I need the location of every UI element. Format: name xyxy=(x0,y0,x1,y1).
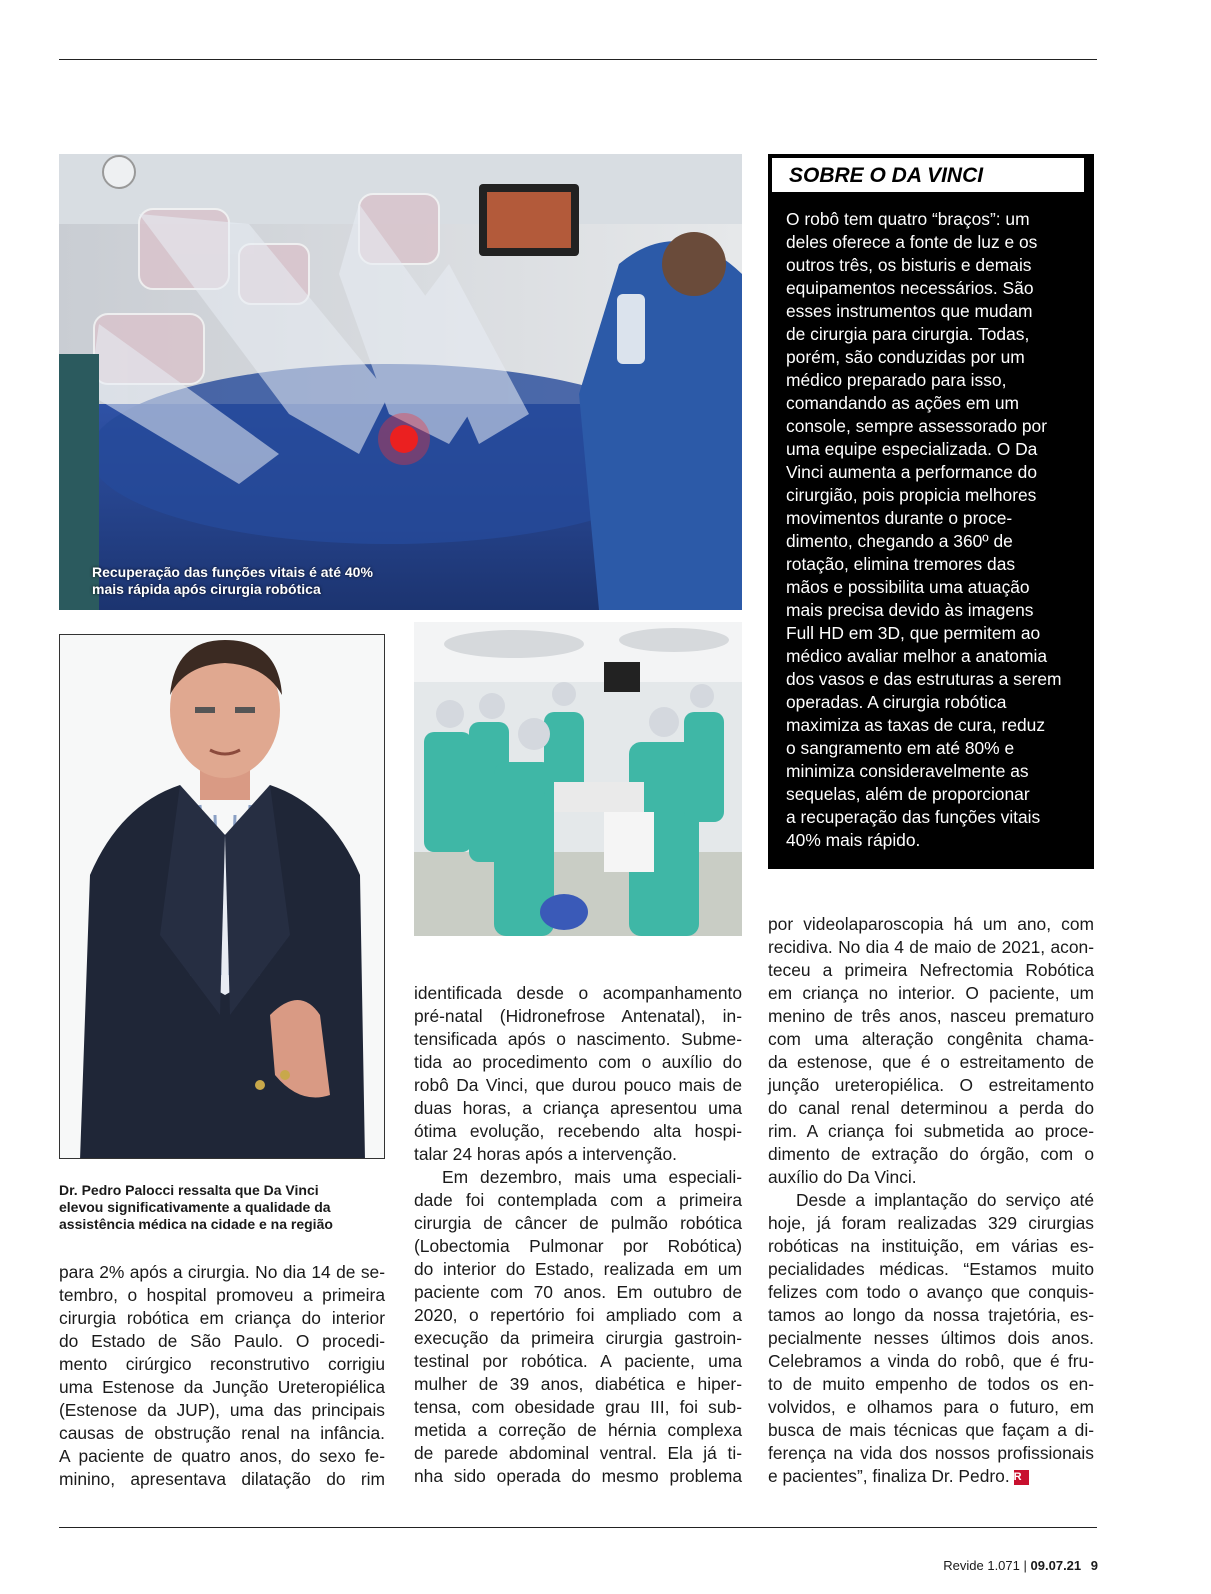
caption-line: Recuperação das funções vitais é até 40% xyxy=(92,564,373,580)
text-line: uma Estenose da Junção Ureteropiélica xyxy=(59,1377,385,1397)
text-line: testinal por robótica. A paciente, uma xyxy=(414,1351,742,1371)
text-line: teceu a primeira Nefrectomia Robótica xyxy=(768,960,1094,980)
text-line: tensificada após o nascimento. Subme- xyxy=(414,1029,742,1049)
text-line: do interior do Estado, realizada em um xyxy=(414,1259,742,1279)
text-line: hoje, já foram realizadas 329 cirurgias xyxy=(768,1213,1094,1233)
sidebar-title: SOBRE O DA VINCI xyxy=(770,156,1086,194)
text-line: to de muito empenho de todos os en- xyxy=(768,1374,1094,1394)
sidebar-box xyxy=(768,154,1094,869)
text-line: mento cirúrgico reconstrutivo corrigiu xyxy=(59,1354,385,1374)
text-line: execução da primeira cirurgia gastroin- xyxy=(414,1328,742,1348)
caption-line: Dr. Pedro Palocci ressalta que Da Vinci xyxy=(59,1182,319,1198)
article-column-1 xyxy=(59,1261,385,1491)
sidebar-line: console, sempre assessorado por xyxy=(786,416,1047,436)
text-line: cirurgia de câncer de pulmão robótica xyxy=(414,1213,742,1233)
sidebar-line: mais precisa devido às imagens xyxy=(786,600,1034,620)
robotic-surgery-photo xyxy=(59,154,742,610)
text-line: e pacientes”, finaliza Dr. Pedro. xyxy=(768,1466,1010,1486)
text-line: tida ao procedimento com o auxílio do xyxy=(414,1052,742,1072)
sidebar-line: equipamentos necessários. São xyxy=(786,278,1034,298)
sidebar-line: médico avaliar melhor a anatomia xyxy=(786,646,1047,666)
sidebar-line: uma equipe especializada. O Da xyxy=(786,439,1038,459)
text-line: 2020, o repertório foi ampliado com a xyxy=(414,1305,742,1325)
text-line-final xyxy=(768,1465,1094,1488)
doctor-portrait-photo xyxy=(59,634,385,1159)
sidebar-line: rotação, elimina tremores das xyxy=(786,554,1016,574)
text-line: metida a correção de hérnia complexa xyxy=(414,1420,742,1440)
sidebar-line: mãos e possibilita uma atuação xyxy=(786,577,1030,597)
sidebar-line: 40% mais rápido. xyxy=(786,830,921,850)
page-footer xyxy=(943,1558,1098,1574)
text-line: nha sido operada do mesmo problema xyxy=(414,1466,742,1486)
text-line: causas de obstrução renal na infância. xyxy=(59,1423,385,1443)
sidebar-line: o sangramento em até 80% e xyxy=(786,738,1015,758)
text-line: minino, apresentava dilatação do rim xyxy=(59,1469,385,1489)
text-line: por videolaparoscopia há um ano, com xyxy=(768,914,1094,934)
text-line: tembro, o hospital promoveu a primeira xyxy=(59,1285,385,1305)
sidebar-line: médico preparado para isso, xyxy=(786,370,1007,390)
text-line: Celebramos a vinda do robô, que é fru- xyxy=(768,1351,1094,1371)
text-line: menino de três anos, nasceu prematuro xyxy=(768,1006,1094,1026)
text-line: busca de mais técnicas que façam a di- xyxy=(768,1420,1094,1440)
sidebar-line: deles oferece a fonte de luz e os xyxy=(786,232,1038,252)
text-line: em criança no interior. O paciente, um xyxy=(768,983,1094,1003)
text-line: tensa, com obesidade grau III, foi sub- xyxy=(414,1397,742,1417)
text-line: de parede abdominal ventral. Ela já ti- xyxy=(414,1443,742,1463)
end-mark-icon: R xyxy=(1014,1470,1029,1485)
sidebar-body xyxy=(786,208,1076,852)
sidebar-line: outros três, os bisturis e demais xyxy=(786,255,1032,275)
text-line: cirurgia robótica em criança do interior xyxy=(59,1308,385,1328)
text-line: tamos ao longo da nossa trajetória, es- xyxy=(768,1305,1094,1325)
bottom-rule xyxy=(59,1527,1097,1528)
text-line: (Estenose da JUP), uma das principais xyxy=(59,1400,385,1420)
text-line: do canal renal determinou a perda do xyxy=(768,1098,1094,1118)
sidebar-line: Vinci aumenta a performance do xyxy=(786,462,1038,482)
text-line: volvidos, e olhamos para o futuro, em xyxy=(768,1397,1094,1417)
caption-line: assistência médica na cidade e na região xyxy=(59,1216,333,1232)
portrait-caption xyxy=(59,1165,379,1233)
sidebar-line: de cirurgia para cirurgia. Todas, xyxy=(786,324,1030,344)
sidebar-line: dos vasos e das estruturas a serem xyxy=(786,669,1062,689)
sidebar-line: movimentos durante o proce- xyxy=(786,508,1013,528)
text-line: duas horas, a criança apresentou uma xyxy=(414,1098,742,1118)
text-line: pré-natal (Hidronefrose Antenatal), in- xyxy=(414,1006,742,1026)
text-line: mulher de 39 anos, diabética e hiper- xyxy=(414,1374,742,1394)
text-line: paciente com 70 anos. Em outubro de xyxy=(414,1282,742,1302)
text-line: (Lobectomia Pulmonar por Robótica) xyxy=(414,1236,742,1256)
text-line: dimento de extração do órgão, com o xyxy=(768,1144,1094,1164)
text-line: robô Da Vinci, que durou pouco mais de xyxy=(414,1075,742,1095)
footer-separator: | xyxy=(1023,1558,1027,1573)
caption-line: elevou significativamente a qualidade da xyxy=(59,1199,331,1215)
sidebar-line: minimiza consideravelmente as xyxy=(786,761,1029,781)
text-line: identificada desde o acompanhamento xyxy=(414,983,742,1003)
text-line: A paciente de quatro anos, do sexo fe- xyxy=(59,1446,385,1466)
sidebar-line: comandando as ações em um xyxy=(786,393,1019,413)
sidebar-line: Full HD em 3D, que permitem ao xyxy=(786,623,1041,643)
text-line: do Estado de São Paulo. O procedi- xyxy=(59,1331,385,1351)
issue-date: 09.07.21 xyxy=(1030,1558,1082,1573)
sidebar-line: maximiza as taxas de cura, reduz xyxy=(786,715,1046,735)
top-photo-caption xyxy=(92,547,392,598)
text-line: da estenose, que é o estreitamento de xyxy=(768,1052,1094,1072)
text-line: para 2% após a cirurgia. No dia 14 de se- xyxy=(59,1262,385,1282)
sidebar-line: sequelas, além de proporcionar xyxy=(786,784,1030,804)
article-column-2 xyxy=(414,982,742,1488)
text-line: auxílio do Da Vinci. xyxy=(768,1167,917,1187)
page-number: 9 xyxy=(1090,1558,1098,1573)
sidebar-line: a recuperação das funções vitais xyxy=(786,807,1041,827)
text-line: recidiva. No dia 4 de maio de 2021, acon- xyxy=(768,937,1094,957)
text-line: talar 24 horas após a intervenção. xyxy=(414,1144,677,1164)
text-line: junção ureteropiélica. O estreitamento xyxy=(768,1075,1094,1095)
sidebar-line: operadas. A cirurgia robótica xyxy=(786,692,1007,712)
text-line: pecialidades médicas. “Estamos muito xyxy=(768,1259,1094,1279)
magazine-issue: Revide 1.071 xyxy=(943,1558,1020,1573)
operating-room-team-photo xyxy=(414,622,742,936)
sidebar-line: esses instrumentos que mudam xyxy=(786,301,1033,321)
text-line: pecialmente nesses últimos dois anos. xyxy=(768,1328,1094,1348)
sidebar-line: porém, são conduzidas por um xyxy=(786,347,1025,367)
text-line: dade foi contemplada com a primeira xyxy=(414,1190,742,1210)
text-line: robóticas na instituição, em várias es- xyxy=(768,1236,1094,1256)
text-line: rim. A criança foi submetida ao proce- xyxy=(768,1121,1094,1141)
text-line: com uma alteração congênita chama- xyxy=(768,1029,1094,1049)
text-line: felizes com todo o avanço que conquis- xyxy=(768,1282,1094,1302)
text-line: ótima evolução, recebendo alta hospi- xyxy=(414,1121,742,1141)
caption-line: mais rápida após cirurgia robótica xyxy=(92,581,321,597)
text-line: ferença na vida dos nossos profissionais xyxy=(768,1443,1094,1463)
top-rule xyxy=(59,59,1097,60)
sidebar-line: dimento, chegando a 360º de xyxy=(786,531,1013,551)
text-line: Em dezembro, mais uma especiali- xyxy=(442,1167,742,1187)
text-line: Desde a implantação do serviço até xyxy=(796,1190,1094,1210)
article-column-3 xyxy=(768,913,1094,1488)
sidebar-line: cirurgião, pois propicia melhores xyxy=(786,485,1037,505)
sidebar-line: O robô tem quatro “braços”: um xyxy=(786,209,1030,229)
